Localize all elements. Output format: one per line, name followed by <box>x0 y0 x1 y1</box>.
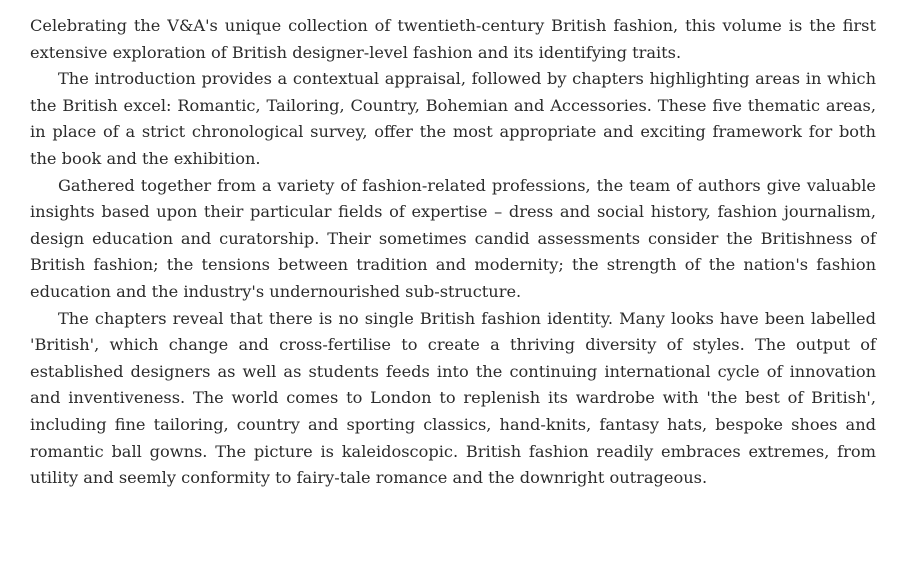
paragraph-intro: Celebrating the V&A's unique collection of twentieth-century British fashion, this volume is the first extensive exploration of British designer-level fashion and its identifying traits. <box>30 16 876 62</box>
paragraph-authors: Gathered together from a variety of fashion-related professions, the team of authors give valuable insights based upon their particular fields of expertise – dress and social history, fashion journalism, design education and curatorship. Their sometimes candid assessments consider the Britishness of British fashion; the tensions between tradition and modernity; the strength of the nation's fashion education and the industry's undernourished sub-structure. <box>30 175 876 301</box>
document-body <box>30 13 876 492</box>
paragraph-chapters-reveal: The chapters reveal that there is no single British fashion identity. Many looks have been labelled 'British', which change and cross-fertilise to create a thriving diversity of styles. The output of established designers as well as students feeds into the continuing international cycle of innovation and inventiveness. The world comes to London to replenish its wardrobe with 'the best of British', including fine tailoring, country and sporting classics, hand-knits, fantasy hats, bespoke shoes and romantic ball gowns. The picture is kaleidoscopic. British fashion readily embraces extremes, from utility and seemly conformity to fairy-tale romance and the downright outrageous. <box>30 308 876 488</box>
paragraph-introduction-chapters: The introduction provides a contextual appraisal, followed by chapters highlighting areas in which the British excel: Romantic, Tailoring, Country, Bohemian and Accessories. These five thematic areas, in place of a strict chronological survey, offer the most appropriate and exciting framework for both the book and the exhibition. <box>30 69 876 168</box>
